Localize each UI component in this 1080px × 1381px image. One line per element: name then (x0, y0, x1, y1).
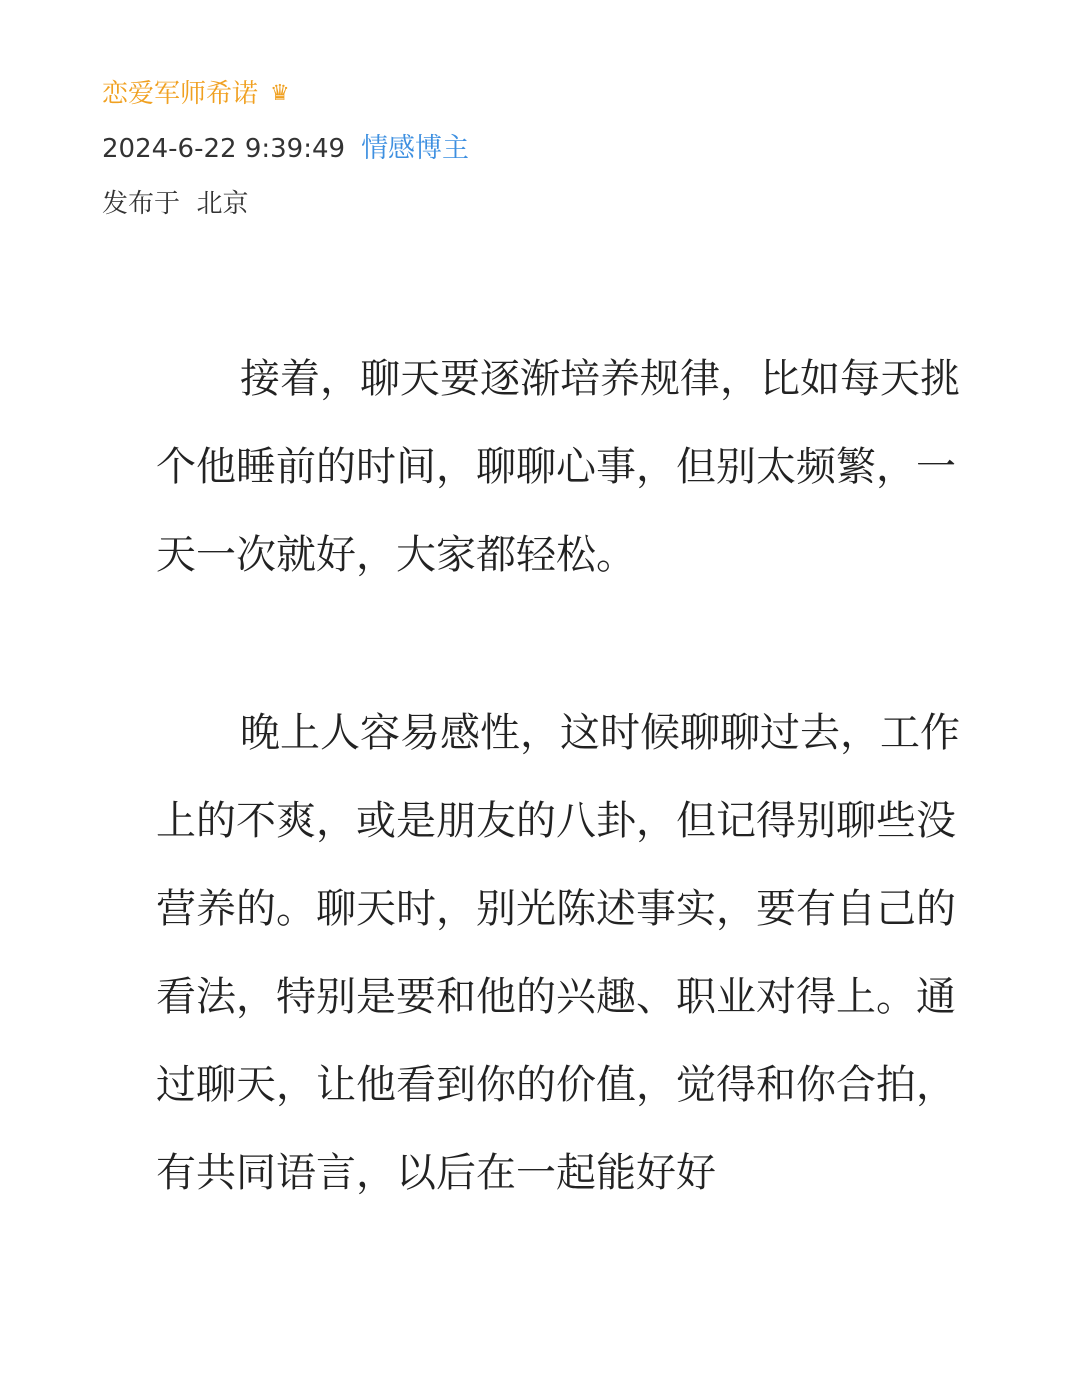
meta-row (102, 127, 1002, 171)
post-timestamp: 2024-6-22 9:39:49 (102, 134, 346, 164)
article-paragraph: 晚上人容易感性，这时候聊聊过去，工作上的不爽，或是朋友的八卦，但记得别聊些没营养的。聊天时，别光陈述事实，要有自己的看法，特别是要和他的兴趣、职业对得上。通过聊天，让他看到你的价值，觉得和你合拍，有共同语言，以后在一起能好好 (156, 710, 960, 1196)
author-row (102, 72, 1002, 116)
author-name[interactable]: 恋爱军师希诺 (102, 79, 259, 109)
location-row (102, 182, 1002, 226)
post-location: 发布于 北京 (102, 189, 249, 219)
post-header (102, 72, 1002, 226)
author-role-tag[interactable]: 情感博主 (361, 133, 470, 164)
article-body (156, 335, 964, 1217)
crown-icon: ♛ (270, 81, 290, 106)
article-paragraph: 接着，聊天要逐渐培养规律，比如每天挑个他睡前的时间，聊聊心事，但别太频繁，一天一次就好，大家都轻松。 (156, 356, 960, 578)
